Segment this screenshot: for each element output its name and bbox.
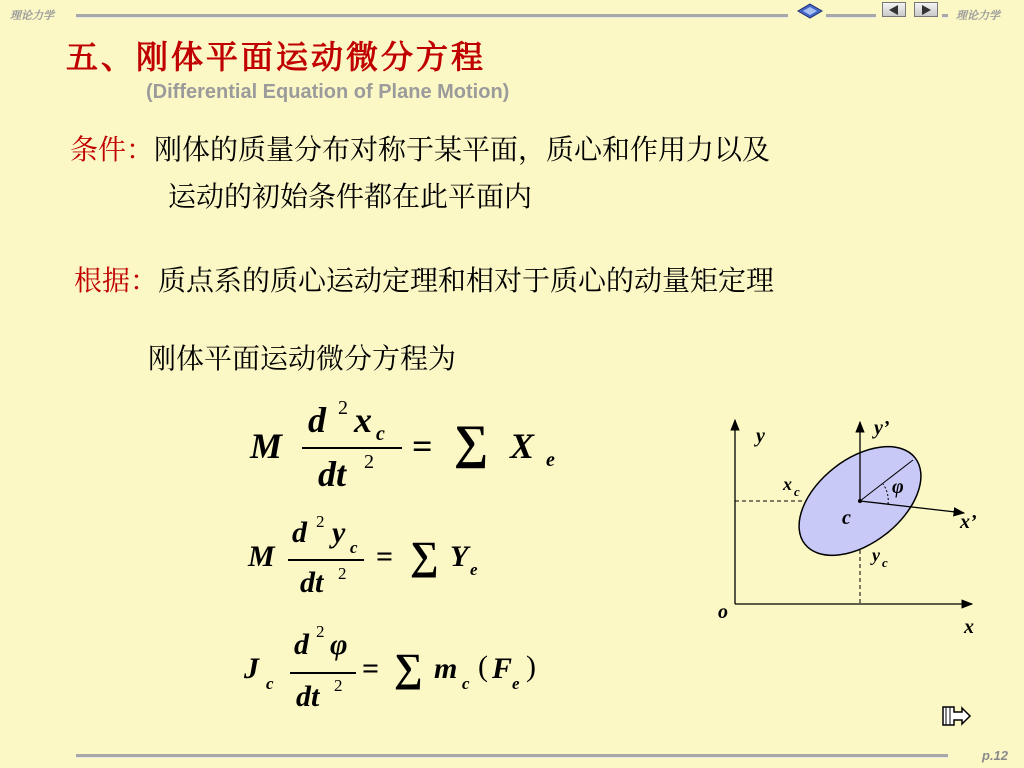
header-rule-left [76,14,788,18]
eq2-Y-sub: e [470,560,478,579]
eq3-sum: ∑ [394,645,423,690]
eq3-fraction-bar [290,672,356,674]
eq3-close-paren: ) [526,650,536,683]
condition-line-1 [70,128,770,168]
condition-label: 条件： [70,133,155,166]
header-rule-mid [826,14,876,18]
eq3-J-sub: c [266,674,274,693]
label-x-prime: x’ [960,511,977,533]
eq3-dt: dt [296,680,320,713]
eq2-sum: ∑ [410,533,439,578]
eq3-F-sub: e [512,674,520,693]
eq1-sum: ∑ [454,416,489,469]
eq2-y: y [332,516,346,549]
basis-label: 根据： [74,264,159,297]
slide-subtitle: (Differential Equation of Plane Motion) [146,81,510,103]
page-number: p.12 [982,748,1009,763]
eq1-M: M [250,426,283,466]
label-x: x [964,616,974,638]
eq3-m: m [434,652,458,685]
eq2-Y: Y [450,540,469,573]
basis-line [74,259,774,299]
eq1-dt: dt [318,454,347,494]
label-y: y [756,425,765,447]
eq3-m-sub: c [462,674,470,693]
equation-1 [240,395,580,505]
eq1-d: d [308,400,326,440]
eq1-X-sub: e [546,449,555,471]
label-yc: y [872,545,880,565]
eq1-equals: = [412,426,433,466]
footer-rule [76,754,948,758]
plane-motion-diagram [690,400,1010,650]
prev-slide-button[interactable] [882,2,906,17]
label-xc: x [783,474,792,494]
eq3-phi: φ [330,628,348,661]
eq3-open-paren: ( [478,650,488,683]
eq1-dt-exp: 2 [364,451,374,473]
center-of-mass-point [858,499,862,503]
slide-title: 五、刚体平面运动微分方程 [66,38,487,76]
condition-text-1: 刚体的质量分布对称于某平面，质心和作用力以及 [154,133,771,166]
eq1-X: X [510,426,535,466]
home-button[interactable] [797,3,823,19]
eq2-equals: = [376,540,394,573]
eq2-y-sub: c [350,538,358,557]
label-phi: φ [892,476,904,498]
next-slide-arrow-icon [940,704,972,728]
eq1-x-sub: c [376,423,385,445]
eq2-dt: dt [300,566,324,599]
next-arrow-icon [920,5,932,15]
label-c: c [842,507,851,529]
eq2-exp: 2 [316,512,325,531]
eq1-x: x [354,400,372,440]
header-rule-right [942,14,948,18]
next-slide-arrow-button[interactable] [940,704,972,728]
eq3-F: F [492,652,513,685]
header-right-text: 理论力学 [956,9,1000,22]
eq3-d: d [294,628,309,661]
label-yc-sub: c [882,555,888,570]
eq1-exp: 2 [338,397,348,419]
basis-text: 质点系的质心运动定理和相对于质心的动量矩定理 [158,264,775,297]
prev-arrow-icon [888,5,900,15]
header-left-text: 理论力学 [10,9,54,22]
equations-intro: 刚体平面运动微分方程为 [148,342,457,375]
eq3-equals: = [362,652,380,685]
label-origin: o [718,601,728,623]
eq2-M: M [248,540,275,573]
condition-text-2: 运动的初始条件都在此平面内 [168,180,533,213]
home-diamond-icon [797,3,823,19]
equation-2 [240,510,500,610]
eq2-d: d [292,516,307,549]
equation-3 [240,620,560,730]
label-xc-sub: c [794,484,800,499]
eq2-dt-exp: 2 [338,564,347,583]
next-slide-button[interactable] [914,2,938,17]
label-y-prime: y’ [874,417,890,439]
eq2-fraction-bar [288,559,364,561]
eq3-J: J [244,652,259,685]
eq3-dt-exp: 2 [334,676,343,695]
eq1-fraction-bar [302,447,402,449]
eq3-exp: 2 [316,622,325,641]
